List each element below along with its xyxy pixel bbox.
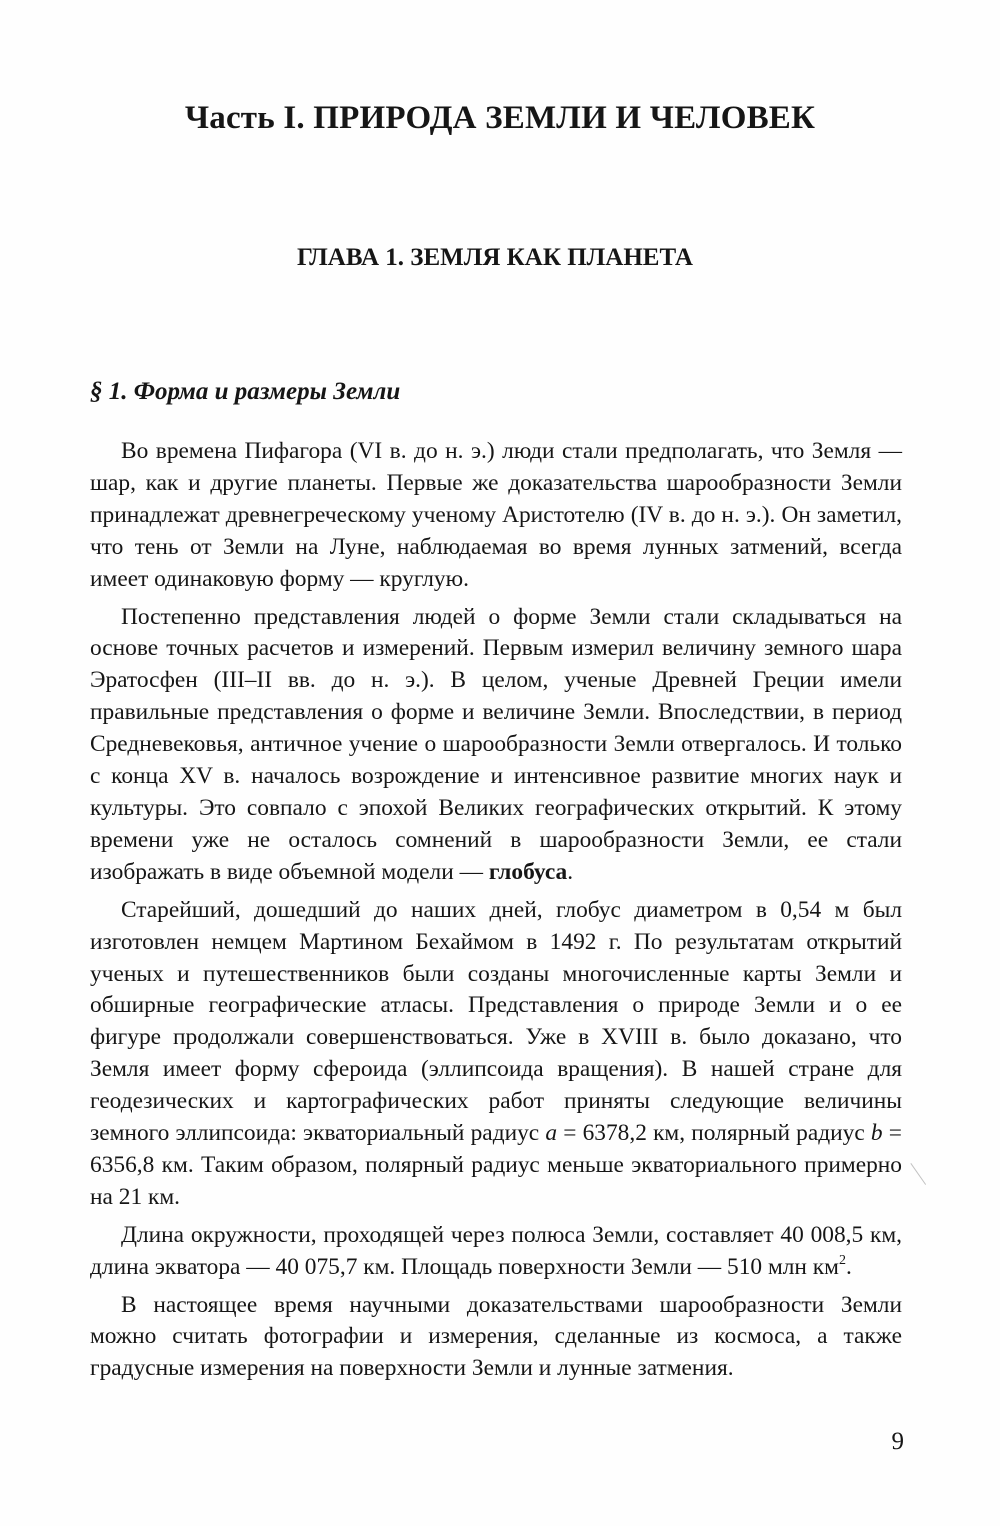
paragraph-2-end: .: [567, 858, 574, 885]
variable-a: a: [545, 1120, 558, 1147]
paragraph-3: [90, 895, 902, 1214]
paragraph-1-text: Во времена Пифагора (VI в. до н. э.) люди стали предполагать, что Земля — шар, как и другие планеты. Первые же доказательства шарообразности Земли принадлежат древнегреческому ученому Аристотелю (IV в. до н. э.). Он заметил, что тень от Земли на Луне, наблюдаемая во время лунных затмений, всегда имеет одинаковую форму — круглую.: [90, 438, 902, 592]
scan-mark: [899, 1163, 926, 1193]
page-number: 9: [891, 1428, 904, 1455]
section-title: § 1. Форма и размеры Земли: [90, 378, 401, 405]
paragraph-4: [90, 1220, 902, 1284]
paragraph-2: [90, 602, 902, 889]
chapter-title: ГЛАВА 1. ЗЕМЛЯ КАК ПЛАНЕТА: [297, 244, 693, 271]
paragraph-1: [90, 436, 902, 596]
superscript-2: 2: [838, 1252, 846, 1268]
part-title: Часть I. ПРИРОДА ЗЕМЛИ И ЧЕЛОВЕК: [184, 100, 816, 136]
body-text: [90, 436, 902, 1391]
paragraph-4-end: .: [845, 1253, 852, 1280]
variable-b: b: [870, 1120, 883, 1147]
paragraph-5: [90, 1290, 902, 1386]
term-globe: глобуса: [488, 858, 568, 885]
paragraph-3-value-a: = 6378,2 км, полярный радиус: [557, 1120, 871, 1147]
paragraph-3-text: Старейший, дошедший до наших дней, глобус диаметром в 0,54 м был изготовлен немцем Мартином Бехаймом в 1492 г. По результатам открытий ученых и путешественников были созданы многочисленные карты Земли и обширные географические атласы. Представления о природе Земли и о ее фигуре продолжали совершенствоваться. Уже в XVIII в. было доказано, что Земля имеет форму сфероида (эллипсоида вращения). В нашей стране для геодезических и картографических работ приняты следующие величины земного эллипсоида: экваториальный радиус: [90, 896, 902, 1147]
paragraph-3-value-b: = 6356,8 км. Таким образом, полярный радиус меньше экваториального примерно на 21 км.: [90, 1120, 902, 1210]
paragraph-2-text: Постепенно представления людей о форме Земли стали складываться на основе точных расчетов и измерений. Первым измерил величину земного шара Эратосфен (III–II вв. до н. э.). В целом, ученые Древней Греции имели правильные представления о форме и величине Земли. Впоследствии, в период Средневековья, античное учение о шарообразности Земли отвергалось. И только с конца XV в. началось возрождение и интенсивное развитие многих наук и культуры. Это совпало с эпохой Великих географических открытий. К этому времени уже не осталось сомнений в шарообразности Земли, ее стали изображать в виде объемной модели —: [90, 603, 902, 885]
paragraph-4-text: Длина окружности, проходящей через полюса Земли, составляет 40 008,5 км, длина экватора — 40 075,7 км. Площадь поверхности Земли — 510 млн км: [90, 1221, 902, 1280]
paragraph-5-text: В настоящее время научными доказательствами шарообразности Земли можно считать фотографии и измерения, сделанные из космоса, а также градусные измерения на поверхности Земли и лунные затмения.: [90, 1291, 902, 1382]
